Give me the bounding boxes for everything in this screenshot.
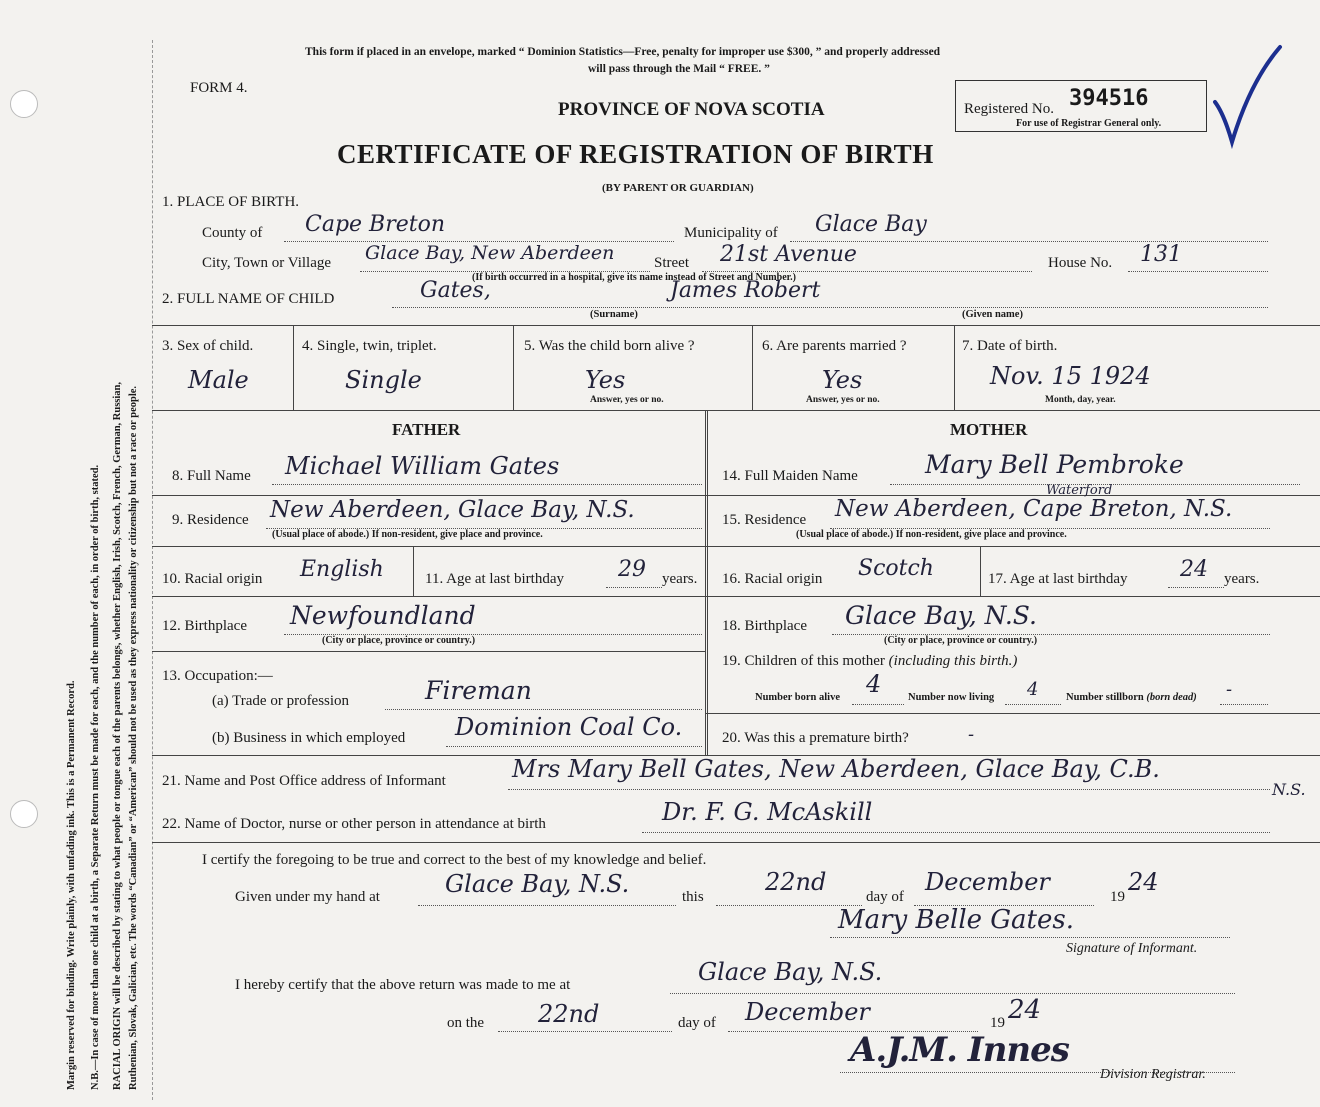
margin-note-1: Margin reserved for binding. Write plainly, with unfading ink. This is a Permanent Record.: [66, 680, 77, 1090]
mother-name-label: 14. Full Maiden Name: [722, 468, 858, 484]
business-value: Dominion Coal Co.: [455, 713, 683, 741]
given-month: December: [925, 868, 1050, 896]
married-note: Answer, yes or no.: [806, 395, 880, 405]
given-year: 24: [1128, 868, 1159, 896]
informant-signature: Mary Belle Gates.: [838, 905, 1074, 935]
mother-birthplace: Glace Bay, N.S.: [845, 601, 1037, 630]
margin-note-4: Ruthenian, Slovak, Galician, etc. The words “Canadian” or “American” should not be used as they express nationality or citizenship but not a race or people.: [128, 385, 139, 1090]
registered-label: Registered No.: [964, 101, 1054, 117]
surname-note: (Surname): [590, 309, 638, 320]
father-birthplace: Newfoundland: [290, 601, 476, 630]
registrar-note: For use of Registrar General only.: [1016, 118, 1162, 129]
certificate-title: CERTIFICATE OF REGISTRATION OF BIRTH: [337, 139, 934, 169]
mother-birthplace-note: (City or place, province or country.): [884, 635, 1038, 646]
sex-value: Male: [188, 366, 249, 394]
informant-value: Mrs Mary Bell Gates, New Aberdeen, Glace Bay, C.B.: [512, 755, 1160, 783]
father-racial-label: 10. Racial origin: [162, 571, 263, 587]
father-racial: English: [300, 557, 384, 582]
house-value: 131: [1140, 242, 1182, 267]
stillborn-count-label: Number stillborn (born dead): [1066, 692, 1197, 703]
municipality-label: Municipality of: [684, 225, 778, 241]
trade-label: (a) Trade or profession: [212, 693, 350, 709]
father-name: Michael William Gates: [285, 452, 560, 480]
dob-value: Nov. 15 1924: [990, 362, 1151, 390]
informant-value-tail: N.S.: [1272, 780, 1306, 799]
given-name-note: (Given name): [962, 309, 1023, 320]
father-name-label: 8. Full Name: [172, 468, 251, 484]
father-birthplace-note: (City or place, province or country.): [322, 635, 476, 646]
registered-number: 394516: [1069, 86, 1149, 111]
on-the-label: on the: [447, 1015, 485, 1031]
father-heading: FATHER: [392, 420, 461, 439]
born-alive-count: 4: [866, 670, 882, 698]
mother-residence: New Aberdeen, Cape Breton, N.S.: [835, 496, 1233, 522]
dob-label: 7. Date of birth.: [962, 338, 1058, 354]
form-number: FORM 4.: [190, 80, 248, 96]
registrar-place: Glace Bay, N.S.: [698, 958, 883, 986]
mother-age-years: years.: [1224, 571, 1260, 587]
registered-box: [955, 80, 1207, 132]
mother-heading: MOTHER: [950, 420, 1028, 439]
mother-age-label: 17. Age at last birthday: [988, 571, 1128, 587]
mother-residence-insert: Waterford: [1046, 483, 1113, 498]
sex-label: 3. Sex of child.: [162, 338, 254, 354]
hospital-note: (If birth occurred in a hospital, give its name instead of Street and Number.): [472, 272, 796, 283]
binding-hole-bottom: [10, 800, 38, 828]
mother-name: Mary Bell Pembroke: [925, 450, 1184, 479]
stillborn-count: -: [1226, 679, 1233, 700]
child-surname: Gates,: [420, 278, 491, 303]
division-registrar-label: Division Registrar.: [1100, 1067, 1206, 1082]
place-of-birth-heading: 1. PLACE OF BIRTH.: [162, 194, 300, 210]
father-age-years: years.: [662, 571, 698, 587]
mother-racial: Scotch: [858, 556, 934, 581]
married-value: Yes: [822, 366, 863, 394]
child-given-name: James Robert: [670, 278, 821, 303]
given-day: 22nd: [765, 868, 827, 896]
registrar-statement: I hereby certify that the above return was made to me at: [235, 977, 571, 993]
municipality-value: Glace Bay: [815, 212, 927, 237]
province-title: PROVINCE OF NOVA SCOTIA: [558, 99, 825, 120]
registrar-signature: A.J.M. Innes: [850, 1030, 1069, 1070]
street-label: Street: [654, 255, 689, 271]
father-age: 29: [618, 557, 646, 582]
reg-day-of-label: day of: [678, 1015, 716, 1031]
certificate-subtitle: (BY PARENT OR GUARDIAN): [602, 182, 754, 194]
born-alive-count-label: Number born alive: [755, 692, 840, 703]
business-label: (b) Business in which employed: [212, 730, 406, 746]
premature-label: 20. Was this a premature birth?: [722, 730, 909, 746]
living-count-label: Number now living: [908, 692, 995, 703]
trade-value: Fireman: [425, 676, 532, 705]
this-label: this: [682, 889, 704, 905]
child-name-label: 2. FULL NAME OF CHILD: [162, 291, 335, 307]
city-label: City, Town or Village: [202, 255, 332, 271]
born-alive-label: 5. Was the child born alive ?: [524, 338, 695, 354]
father-residence-label: 9. Residence: [172, 512, 249, 528]
reg-year-prefix: 19: [990, 1015, 1005, 1031]
registrar-day: 22nd: [538, 1000, 600, 1028]
mail-notice-2: will pass through the Mail “ FREE. ”: [588, 63, 770, 75]
married-label: 6. Are parents married ?: [762, 338, 907, 354]
plurality-value: Single: [345, 366, 422, 394]
margin-note-2: N.B.—In case of more than one child at a birth, a Separate Return must be made for each, and the number of each, in order of birth, stated.: [90, 464, 101, 1090]
father-birthplace-label: 12. Birthplace: [162, 618, 247, 634]
doctor-value: Dr. F. G. McAskill: [662, 798, 873, 826]
father-age-label: 11. Age at last birthday: [425, 571, 564, 587]
mail-notice-1: This form if placed in an envelope, marked “ Dominion Statistics—Free, penalty for improper use $300, ” and properly addressed: [305, 46, 941, 58]
given-year-prefix: 19: [1110, 889, 1125, 905]
mother-residence-label: 15. Residence: [722, 512, 807, 528]
city-value: Glace Bay, New Aberdeen: [365, 242, 615, 264]
mother-racial-label: 16. Racial origin: [722, 571, 823, 587]
born-alive-value: Yes: [585, 366, 626, 394]
born-alive-note: Answer, yes or no.: [590, 395, 664, 405]
dob-note: Month, day, year.: [1045, 395, 1116, 405]
street-value: 21st Avenue: [720, 242, 857, 267]
occupation-label: 13. Occupation:—: [162, 668, 273, 684]
doctor-label: 22. Name of Doctor, nurse or other person in attendance at birth: [162, 816, 546, 832]
house-label: House No.: [1048, 255, 1113, 271]
margin-note-3: RACIAL ORIGIN will be described by stating to what people or tongue each of the parents belongs, whether English, Irish, Scotch, French, German, Russian,: [112, 381, 123, 1090]
county-value: Cape Breton: [305, 212, 446, 237]
mother-age: 24: [1180, 557, 1208, 582]
registrar-year: 24: [1008, 995, 1042, 1025]
county-label: County of: [202, 225, 263, 241]
check-mark-icon: [1210, 42, 1285, 152]
father-residence-note: (Usual place of abode.) If non-resident, give place and province.: [272, 529, 543, 540]
given-under-label: Given under my hand at: [235, 889, 380, 905]
informant-label: 21. Name and Post Office address of Informant: [162, 773, 446, 789]
father-residence: New Aberdeen, Glace Bay, N.S.: [270, 497, 635, 523]
plurality-label: 4. Single, twin, triplet.: [302, 338, 437, 354]
mother-birthplace-label: 18. Birthplace: [722, 618, 807, 634]
binding-hole-top: [10, 90, 38, 118]
certify-statement: I certify the foregoing to be true and correct to the best of my knowledge and belief.: [202, 852, 707, 868]
premature-value: -: [968, 724, 975, 745]
children-label: 19. Children of this mother (including this birth.): [722, 653, 1018, 669]
living-count: 4: [1027, 679, 1039, 700]
informant-signature-label: Signature of Informant.: [1066, 941, 1198, 956]
mother-residence-note: (Usual place of abode.) If non-resident, give place and province.: [796, 529, 1067, 540]
day-of-label: day of: [866, 889, 904, 905]
given-place: Glace Bay, N.S.: [445, 870, 630, 898]
registrar-month: December: [745, 998, 870, 1026]
